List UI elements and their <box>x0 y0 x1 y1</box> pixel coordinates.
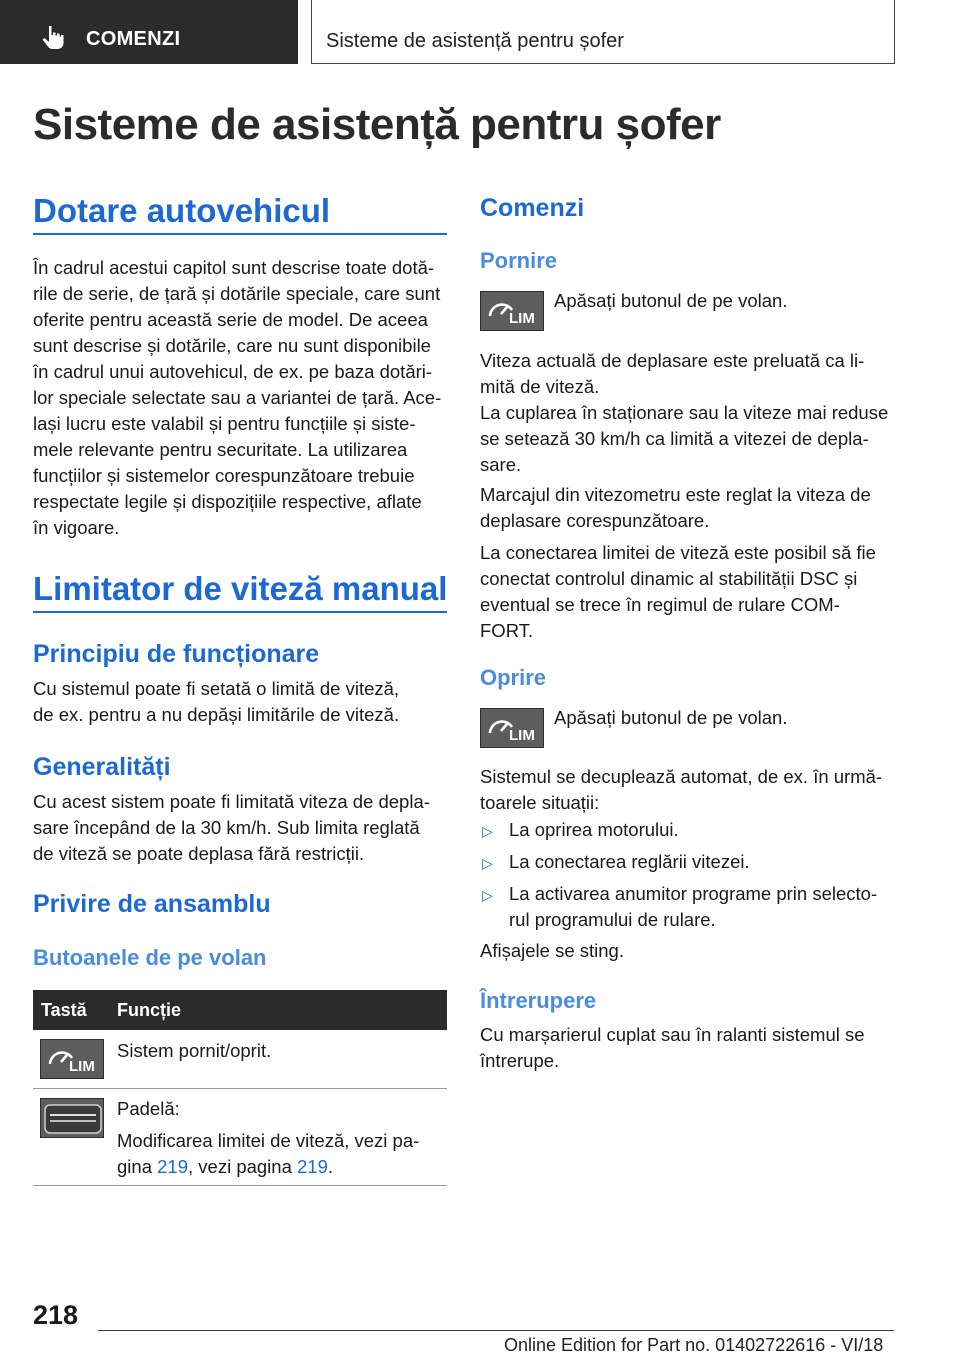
conectare-paragraph: La conectarea limitei de viteză este posibil să fie conectat controlul dinamic al stabilității DSC și eventual se trece în regimul de rulare COM‐ FORT. <box>480 542 876 641</box>
section-tab-label: COMENZI <box>86 28 181 50</box>
bullet-triangle-icon: ▷ <box>482 823 493 839</box>
oprire-button-text: Apăsați butonul de pe volan. <box>554 707 788 728</box>
lim-button-icon <box>480 708 544 748</box>
heading-pornire: Pornire <box>480 248 558 273</box>
pornire-button-text: Apăsați butonul de pe volan. <box>554 290 788 311</box>
heading-generalitati: Generalități <box>33 753 171 781</box>
page-link-219[interactable]: 219 <box>297 1156 328 1177</box>
pornire-paragraph: Viteza actuală de deplasare este preluată ca li‐ mită de viteză. <box>480 350 865 397</box>
heading-dotare: Dotare autovehicul <box>33 192 331 229</box>
bullet-triangle-icon: ▷ <box>482 887 493 903</box>
bullet-triangle-icon: ▷ <box>482 855 493 871</box>
bullet-item: La oprirea motorului. <box>509 819 679 840</box>
heading-limitator: Limitator de viteză manual <box>33 570 448 607</box>
heading-butoane: Butoanele de pe volan <box>33 945 267 970</box>
footer-rule <box>98 1330 894 1331</box>
chapter-title-box <box>311 0 895 64</box>
heading-rule <box>33 611 447 613</box>
hand-pointer-icon <box>40 24 66 50</box>
table-row2-text: Padelă: Modificarea limitei de viteză, vezi pa‐ gina 219, vezi pagina 219. <box>117 1098 420 1177</box>
heading-intrerupere: Întrerupere <box>480 988 597 1013</box>
chapter-title: Sisteme de asistență pentru șofer <box>326 30 624 52</box>
section-tab[interactable] <box>0 0 298 64</box>
principiu-paragraph: Cu sistemul poate fi setată o limită de viteză, de ex. pentru a nu depăși limitările de viteză. <box>33 678 400 725</box>
intrerupere-paragraph: Cu marșarierul cuplat sau în ralanti sistemul se întrerupe. <box>480 1024 865 1071</box>
afisaje-text: Afișajele se sting. <box>480 940 624 961</box>
bullet-item: La activarea anumitor programe prin selecto‐ rul programului de rulare. <box>509 883 878 930</box>
table-row-divider <box>33 1185 447 1186</box>
lim-button-icon <box>40 1039 104 1079</box>
table-row-divider <box>33 1088 447 1089</box>
svg-text:LIM: LIM <box>509 727 535 744</box>
table-row1-text: Sistem pornit/oprit. <box>117 1040 272 1061</box>
table-col-function: Funcție <box>117 1000 182 1020</box>
lim-button-icon <box>480 291 544 331</box>
table-col-key: Tastă <box>41 1000 87 1020</box>
page-title: Sisteme de asistență pentru șofer <box>33 100 721 149</box>
page-number: 218 <box>33 1300 79 1330</box>
marcaj-paragraph: Marcajul din vitezometru este reglat la viteza de deplasare corespunzătoare. <box>480 484 871 531</box>
cuplare-paragraph: La cuplarea în staționare sau la viteze mai reduse se setează 30 km/h ca limită a vitezei de depla‐ sare. <box>480 402 889 475</box>
dotare-paragraph: În cadrul acestui capitol sunt descrise toate dotă‐ rile de serie, de țară și dotările speciale, care sunt oferite pentru această serie de model. De aceea sunt descrise și dotările, care nu sunt disponibile în cadrul unui autovehicul, de ex. pe baza dotări‐ lor speciale selectate sau a variantei de țară. Ace‐ lași lucru este valabil și pentru funcțiile și siste‐ mele relevante pentru securitate. La utilizarea funcțiilor și sistemelor corespunzătoare trebuie respectate legile și dispozițiile respective, aflate în vigoare. <box>33 257 442 538</box>
table-header <box>33 990 447 1030</box>
svg-text:LIM: LIM <box>509 310 535 327</box>
heading-comenzi: Comenzi <box>480 194 585 222</box>
footer-edition: Online Edition for Part no. 01402722616 - VI/18 <box>504 1335 884 1355</box>
bullet-item: La conectarea reglării vitezei. <box>509 851 750 872</box>
page-link-219[interactable]: 219 <box>157 1156 188 1177</box>
heading-principiu: Principiu de funcționare <box>33 640 320 668</box>
heading-oprire: Oprire <box>480 665 547 690</box>
heading-privire: Privire de ansamblu <box>33 890 271 918</box>
oprire-paragraph: Sistemul se decuplează automat, de ex. în urmă‐ toarele situații: <box>480 766 883 813</box>
paddle-icon <box>40 1098 104 1138</box>
heading-rule <box>33 233 447 235</box>
generalitati-paragraph: Cu acest sistem poate fi limitată viteza de depla‐ sare începând de la 30 km/h. Sub limita reglată de viteză se poate deplasa fără restricții. <box>33 791 430 864</box>
svg-text:LIM: LIM <box>69 1058 95 1075</box>
